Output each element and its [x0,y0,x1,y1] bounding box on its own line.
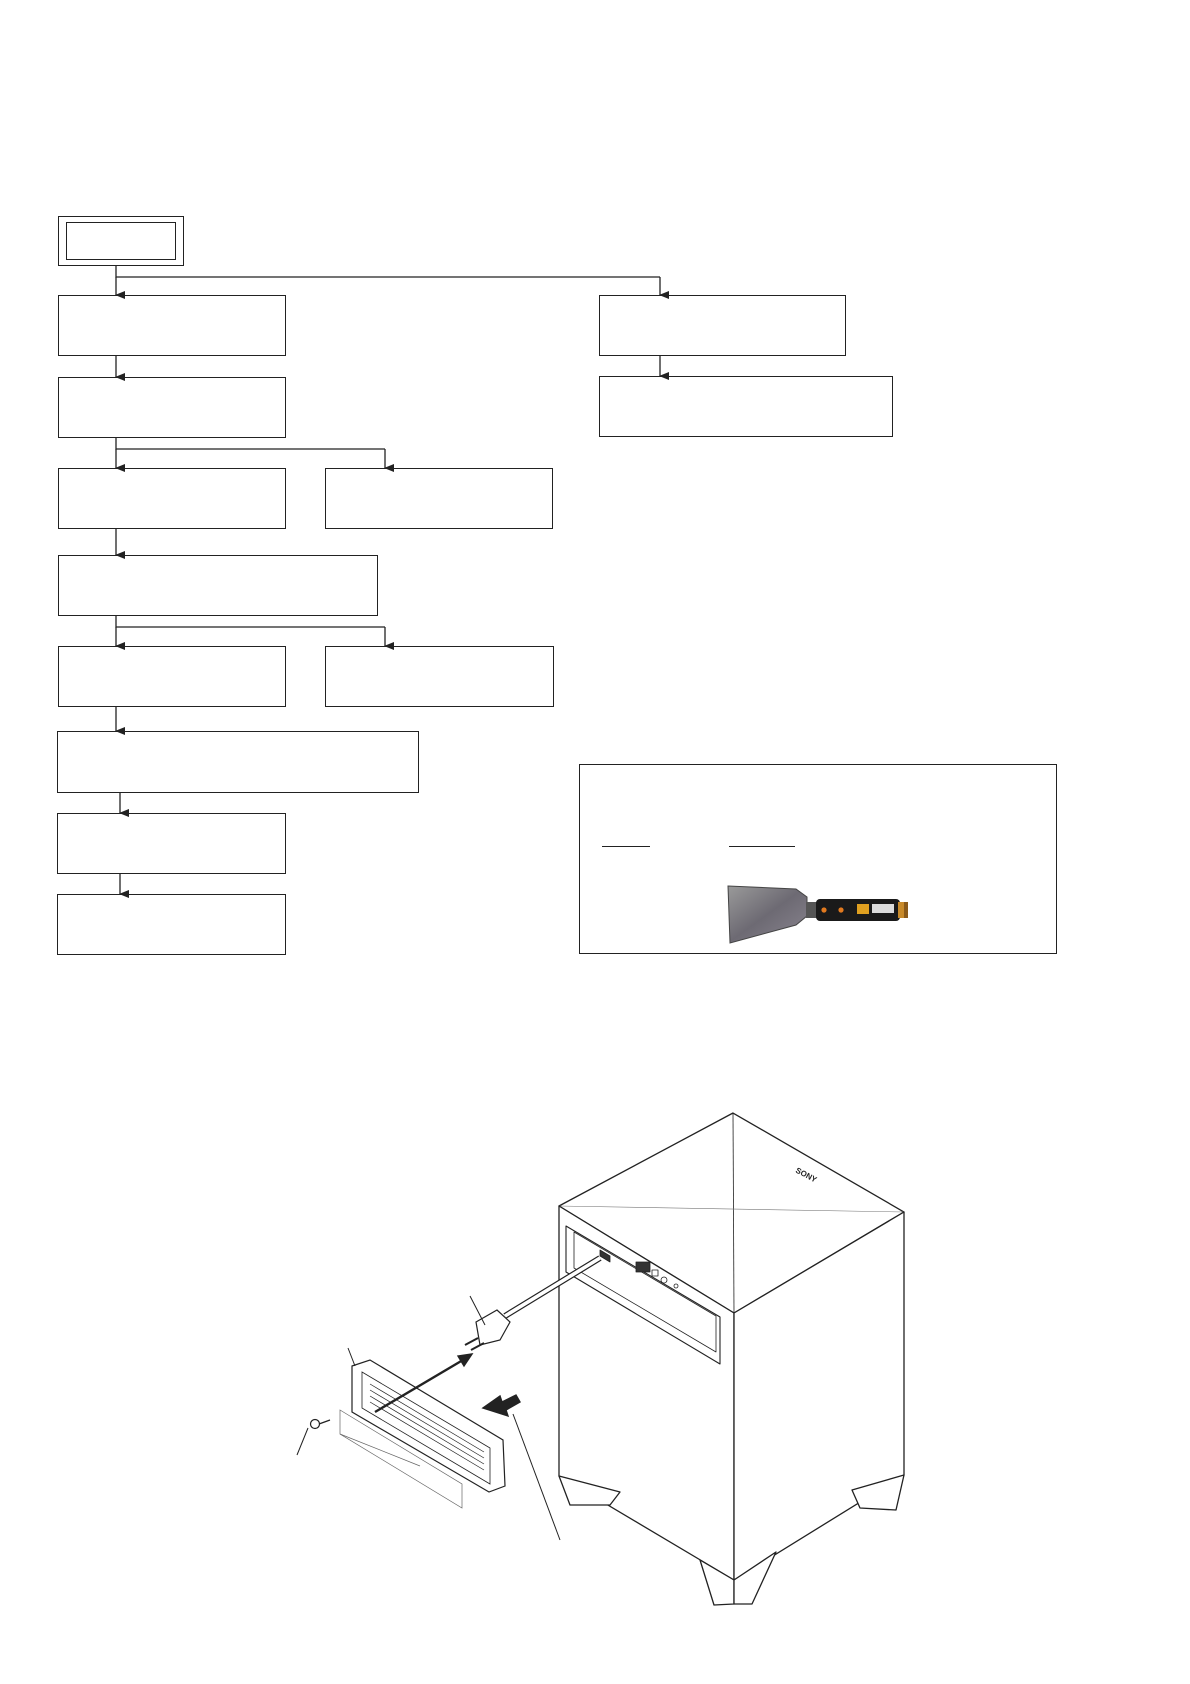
scraper-tool-icon [728,886,908,943]
rear-panel-part-illustration [340,1360,505,1508]
screw-icon [311,1420,331,1429]
flowchart-connectors [116,266,660,894]
connector-split [116,616,385,627]
pull-arrow-icon [483,1395,520,1416]
connector-split [116,438,385,449]
insert-arrow-icon [458,1354,472,1366]
brand-mark: SONY [794,1165,819,1185]
connector-root-split [116,266,660,277]
subwoofer-cabinet-illustration [559,1113,904,1605]
